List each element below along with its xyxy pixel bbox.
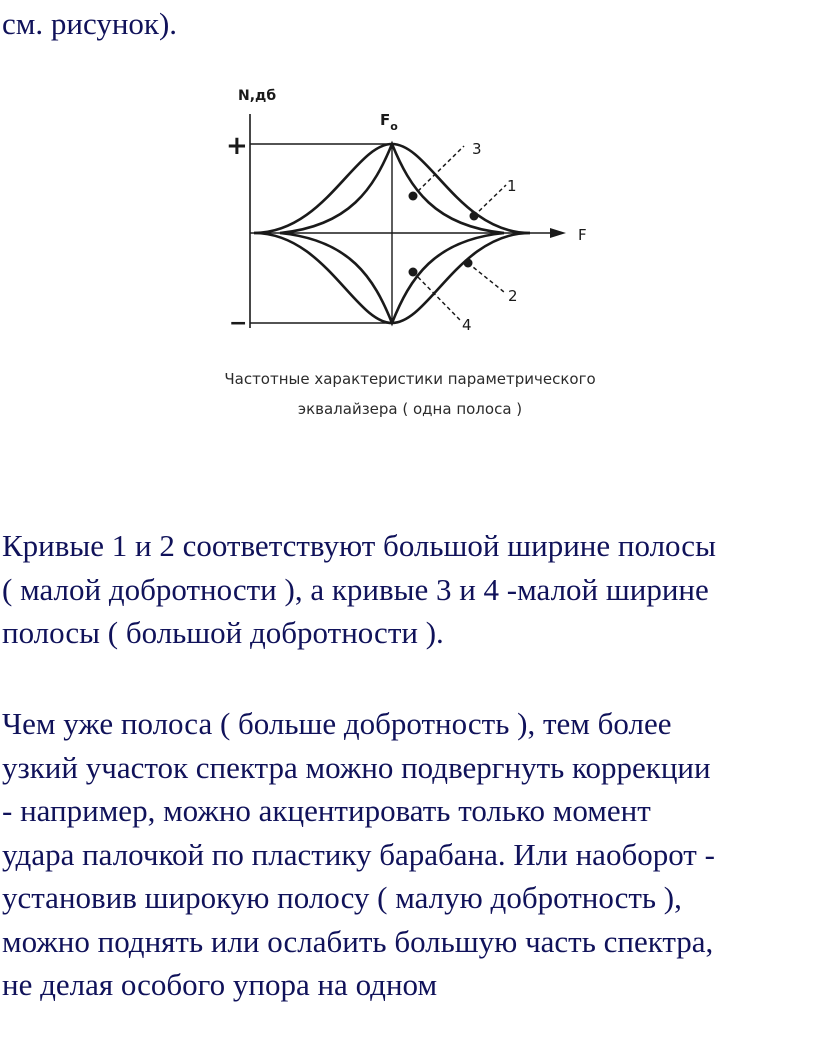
x-axis-arrow [550, 228, 566, 238]
minus-sign: − [229, 311, 248, 336]
curve-3-leader [413, 146, 464, 196]
curve-2-leader [468, 263, 504, 292]
curve-4-label: 4 [462, 316, 472, 334]
paragraph-line: - например, можно акцентировать только момент [2, 793, 651, 828]
intro-text: см. рисунок). [2, 6, 178, 41]
curve-1-leader [474, 185, 506, 216]
paragraph-line: Кривые 1 и 2 соответствуют большой ширине полосы [2, 528, 716, 563]
paragraph-line: Чем уже полоса ( больше добротность ), тем более [2, 706, 672, 741]
paragraph-bandwidth [2, 524, 814, 655]
x-axis-label: F [578, 226, 587, 244]
paragraph-line: ( малой добротности ), а кривые 3 и 4 -малой ширине [2, 571, 709, 607]
plus-sign: + [226, 131, 248, 161]
paragraph-line: узкий участок спектра можно подвергнуть коррекции [2, 749, 711, 785]
paragraph-line: удара палочкой по пластику барабана. Или наоборот - [2, 836, 715, 872]
curve-2-label: 2 [508, 287, 518, 305]
curve-1-label: 1 [507, 177, 517, 195]
figure-caption-line-1: Частотные характеристики параметрического [224, 370, 596, 388]
y-axis-label: N,дб [238, 88, 277, 104]
paragraph-line: не делая особого упора на одном [2, 967, 438, 1002]
paragraph-line: полосы ( большой добротности ). [2, 615, 444, 650]
center-frequency-label: $F_o$ [380, 111, 398, 133]
paragraph-q-factor [2, 702, 814, 1007]
figure-caption-line-2: эквалайзера ( одна полоса ) [297, 400, 523, 418]
paragraph-line: можно поднять или ослабить большую часть спектра, [2, 923, 714, 959]
paragraph-line: установив широкую полосу ( малую добротность ), [2, 880, 682, 915]
curve-4-leader [413, 272, 460, 320]
curve-3-label: 3 [472, 140, 482, 158]
